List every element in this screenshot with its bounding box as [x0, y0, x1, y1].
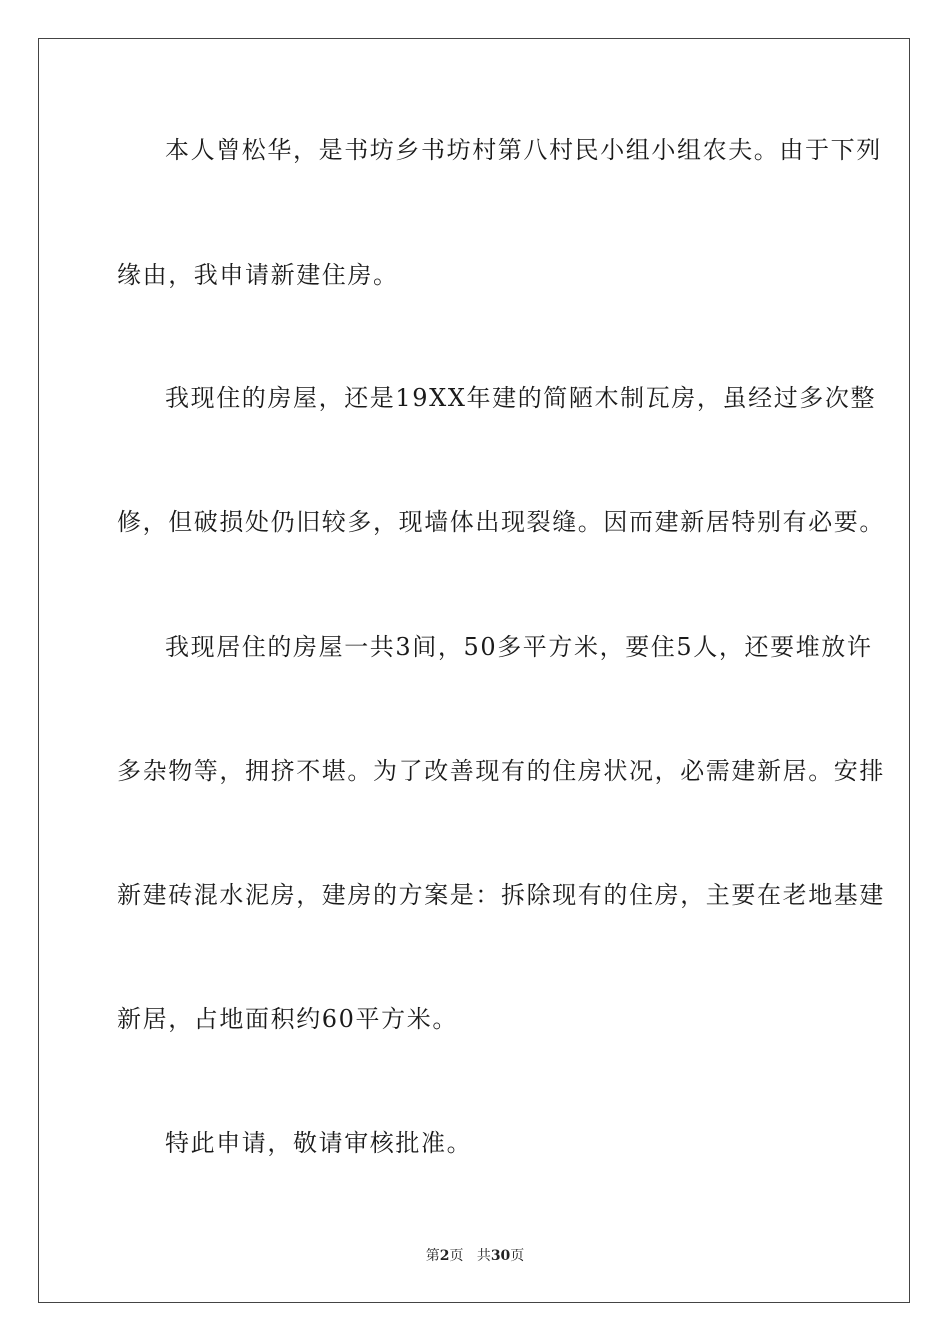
- paragraph-2-line-2: 修，但破损处仍旧较多，现墙体出现裂缝。因而建新居特别有必要。: [117, 508, 885, 536]
- paragraph-3-line-3: 新建砖混水泥房，建房的方案是：拆除现有的住房，主要在老地基建: [117, 881, 885, 909]
- paragraph-1-line-2: 缘由，我申请新建住房。: [117, 261, 399, 289]
- paragraph-2-line-1: 我现住的房屋，还是19XX年建的简陋木制瓦房，虽经过多次整: [165, 384, 877, 412]
- paragraph-3-line-1: 我现居住的房屋一共3间，50多平方米，要住5人，还要堆放许: [165, 633, 873, 661]
- total-prefix: 共: [476, 1248, 491, 1264]
- page-frame: [38, 38, 910, 1303]
- page-suffix: 页: [449, 1248, 464, 1264]
- page-number: 2: [439, 1248, 450, 1264]
- paragraph-4-line-1: 特此申请，敬请审核批准。: [165, 1129, 473, 1157]
- paragraph-1-line-1: 本人曾松华，是书坊乡书坊村第八村民小组小组农夫。由于下列: [165, 136, 882, 164]
- total-pages: 30: [490, 1248, 511, 1264]
- total-suffix: 页: [510, 1248, 525, 1264]
- page-footer: [0, 1247, 950, 1265]
- paragraph-3-line-4: 新居，占地面积约60平方米。: [117, 1005, 458, 1033]
- paragraph-3-line-2: 多杂物等，拥挤不堪。为了改善现有的住房状况，必需建新居。安排: [117, 757, 885, 785]
- page-prefix: 第: [425, 1248, 440, 1264]
